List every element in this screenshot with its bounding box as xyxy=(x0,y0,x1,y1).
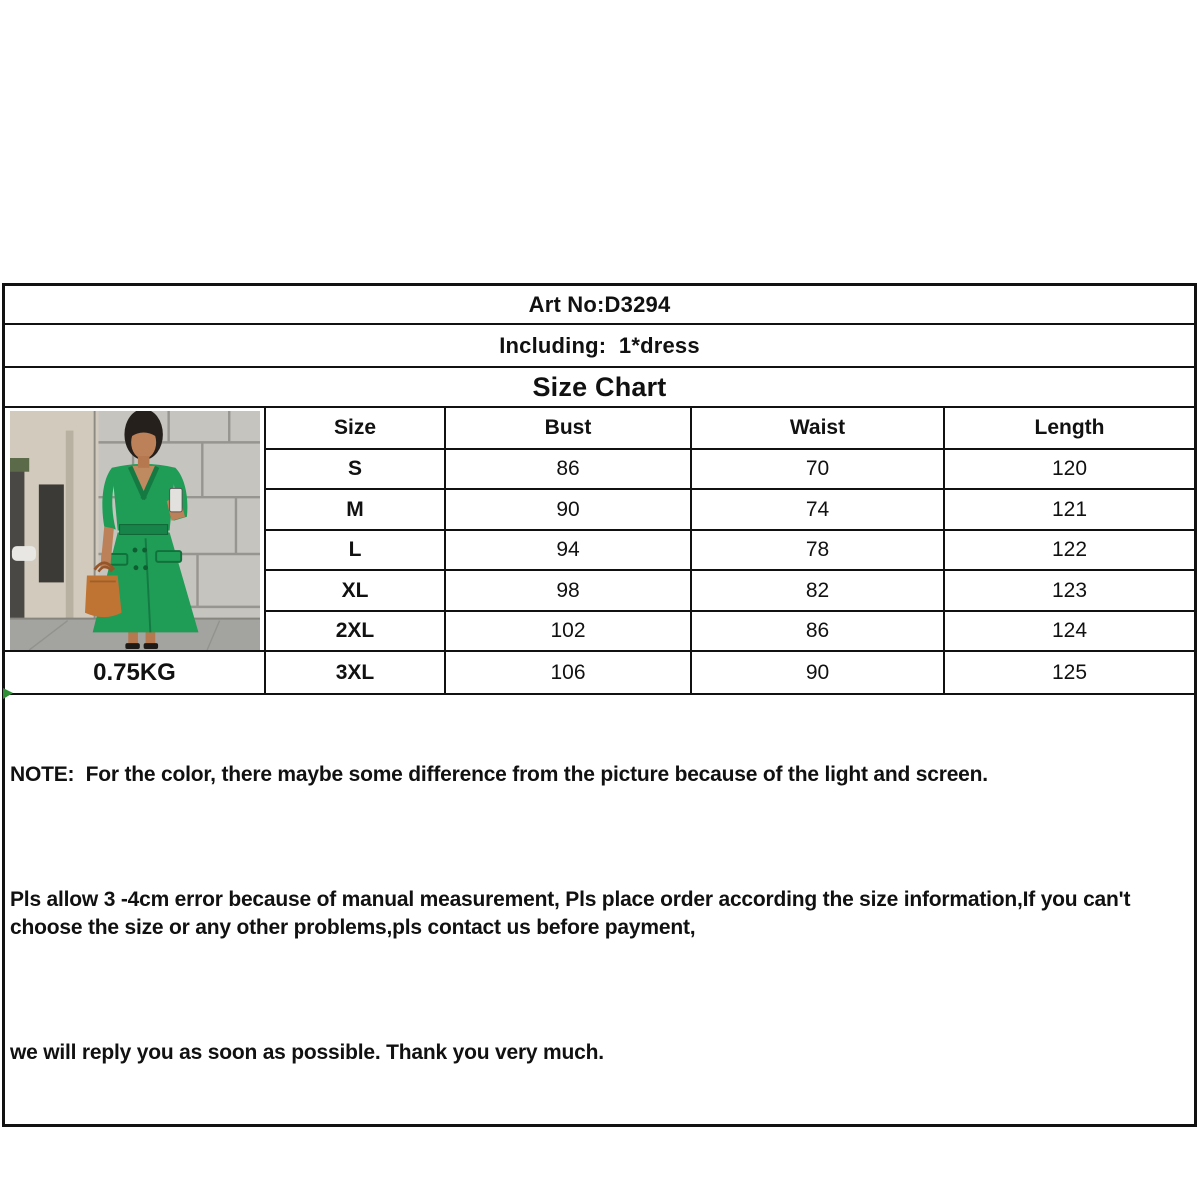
bust-cell: 102 xyxy=(444,612,690,652)
waist-cell: 78 xyxy=(690,531,943,571)
size-chart-title: Size Chart xyxy=(5,368,1194,408)
including-title: Including: 1*dress xyxy=(5,325,1194,368)
size-cell: S xyxy=(264,450,444,490)
bust-cell: 86 xyxy=(444,450,690,490)
product-photo xyxy=(5,408,264,652)
note-line-2: Pls allow 3 -4cm error because of manual measurement, Pls place order according the size information,If you can't choose the size or any other problems,pls contact us before payment, xyxy=(10,887,1136,940)
size-cell: M xyxy=(264,490,444,531)
waist-cell: 70 xyxy=(690,450,943,490)
size-cell: 3XL xyxy=(264,652,444,693)
size-chart-panel xyxy=(2,283,1197,1127)
model-photo-illustration xyxy=(10,411,260,650)
bust-cell: 106 xyxy=(444,652,690,693)
bust-cell: 90 xyxy=(444,490,690,531)
length-cell: 123 xyxy=(943,571,1194,612)
column-header-bust: Bust xyxy=(444,408,690,450)
art-no-title: Art No:D3294 xyxy=(5,286,1194,325)
note-line-3: we will reply you as soon as possible. Thank you very much. xyxy=(10,1041,604,1065)
bust-cell: 94 xyxy=(444,531,690,571)
column-header-waist: Waist xyxy=(690,408,943,450)
waist-cell: 82 xyxy=(690,571,943,612)
bust-cell: 98 xyxy=(444,571,690,612)
column-header-length: Length xyxy=(943,408,1194,450)
length-cell: 125 xyxy=(943,652,1194,693)
length-cell: 121 xyxy=(943,490,1194,531)
waist-cell: 90 xyxy=(690,652,943,693)
size-cell: 2XL xyxy=(264,612,444,652)
green-corner-mark xyxy=(3,688,13,699)
length-cell: 120 xyxy=(943,450,1194,490)
size-cell: L xyxy=(264,531,444,571)
length-cell: 122 xyxy=(943,531,1194,571)
waist-cell: 86 xyxy=(690,612,943,652)
note-section xyxy=(5,693,1194,1124)
note-line-1: NOTE: For the color, there maybe some difference from the picture because of the light and screen. xyxy=(10,762,988,786)
column-header-size: Size xyxy=(264,408,444,450)
waist-cell: 74 xyxy=(690,490,943,531)
size-cell: XL xyxy=(264,571,444,612)
weight-label: 0.75KG xyxy=(93,658,176,686)
length-cell: 124 xyxy=(943,612,1194,652)
size-chart-table xyxy=(5,408,1194,693)
